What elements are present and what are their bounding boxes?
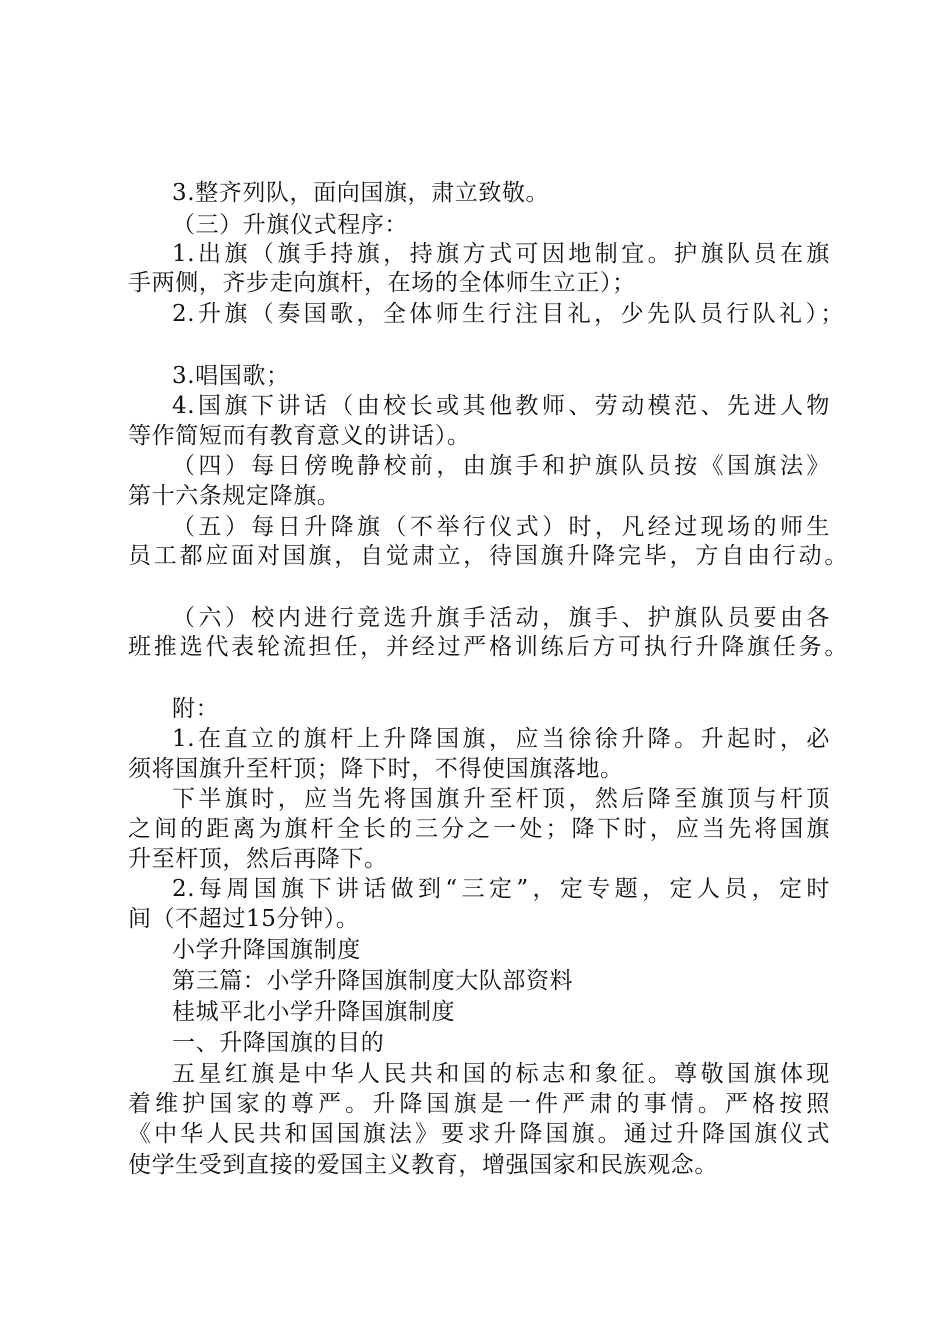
- appendix-heading: 附：: [172, 696, 220, 722]
- section-heading: （三）升旗仪式程序：: [172, 212, 408, 238]
- text-line: 之间的距离为旗杆全长的三分之一处；降下时，应当先将国旗: [128, 816, 830, 842]
- chapter-title: 第三篇：小学升降国旗制度大队部资料: [172, 968, 574, 994]
- text-line: 员工都应面对国旗，自觉肃立，待国旗升降完毕，方自由行动。: [128, 543, 848, 569]
- text-line: （五）每日升降旗（不举行仪式）时，凡经过现场的师生: [172, 514, 830, 540]
- text-line: （六）校内进行竞选升旗手活动，旗手、护旗队员要由各: [172, 605, 830, 631]
- text-line: 五星红旗是中华人民共和国的标志和象征。尊敬国旗体现: [172, 1061, 830, 1087]
- text-line: 使学生受到直接的爱国主义教育，增强国家和民族观念。: [128, 1152, 718, 1178]
- text-line: 4.国旗下讲话（由校长或其他教师、劳动模范、先进人物: [172, 393, 830, 419]
- text-line: 间（不超过15分钟）。: [128, 906, 360, 932]
- text-line: 手两侧，齐步走向旗杆，在场的全体师生立正）；: [128, 270, 636, 296]
- text-line: 须将国旗升至杆顶；降下时，不得使国旗落地。: [128, 756, 624, 782]
- text-line: 《中华人民共和国国旗法》要求升降国旗。通过升降国旗仪式: [128, 1121, 830, 1147]
- document-title: 小学升降国旗制度: [172, 937, 361, 963]
- text-line: 下半旗时，应当先将国旗升至杆顶，然后降至旗顶与杆顶: [172, 786, 830, 812]
- text-line: 3.整齐列队，面向国旗，肃立致敬。: [172, 180, 550, 206]
- text-line: 班推选代表轮流担任，并经过严格训练后方可执行升降旗任务。: [128, 634, 848, 660]
- text-line: 着维护国家的尊严。升降国旗是一件严肃的事情。严格按照: [128, 1091, 830, 1117]
- text-line: 第十六条规定降旗。: [128, 483, 341, 509]
- section-heading: 一、升降国旗的目的: [172, 1030, 385, 1056]
- school-title: 桂城平北小学升降国旗制度: [172, 999, 456, 1025]
- text-line: （四）每日傍晚静校前，由旗手和护旗队员按《国旗法》: [172, 453, 830, 479]
- text-line: 1.在直立的旗杆上升降国旗，应当徐徐升降。升起时，必: [172, 726, 830, 752]
- text-line: 等作简短而有教育意义的讲话）。: [128, 423, 471, 449]
- text-line: 2.升旗（奏国歌，全体师生行注目礼，少先队员行队礼）；: [172, 301, 844, 327]
- text-line: 2.每周国旗下讲话做到“三定”，定专题，定人员，定时: [172, 876, 830, 902]
- text-line: 3.唱国歌；: [172, 363, 290, 389]
- text-line: 1.出旗（旗手持旗，持旗方式可因地制宜。护旗队员在旗: [172, 241, 830, 267]
- text-line: 升至杆顶，然后再降下。: [128, 846, 388, 872]
